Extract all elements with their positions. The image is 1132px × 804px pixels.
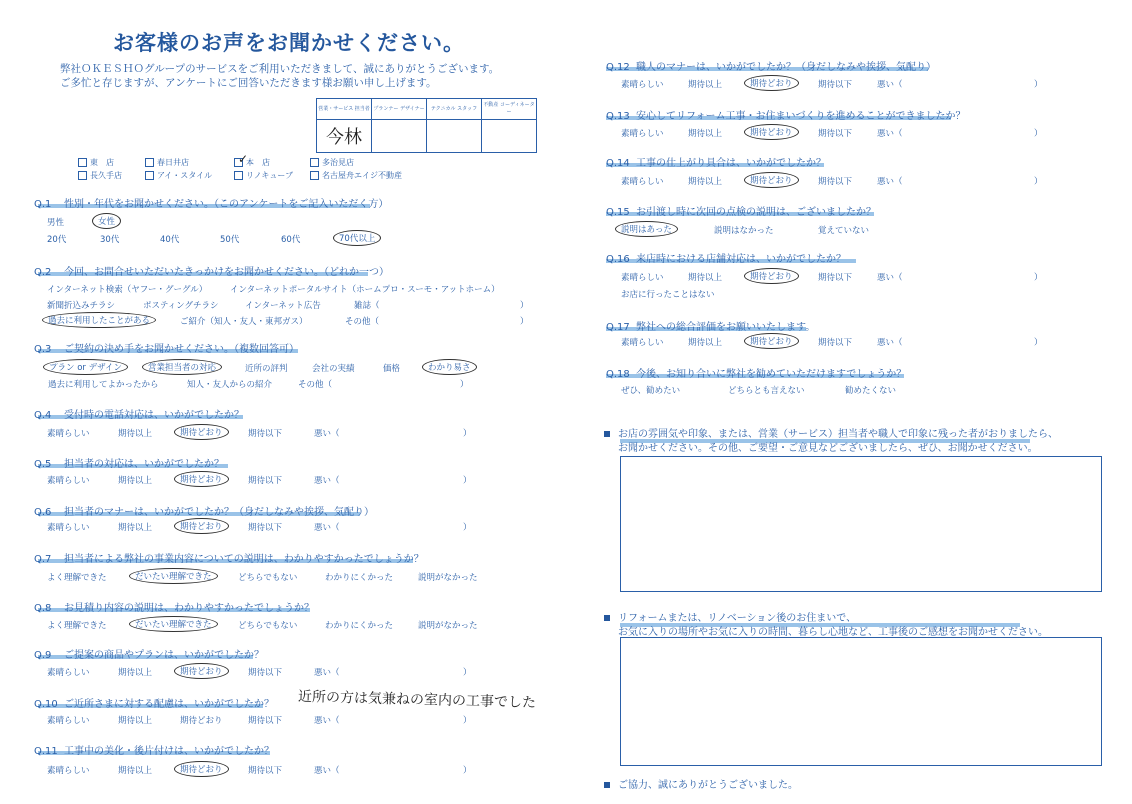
option[interactable]: 期待以上: [688, 338, 723, 348]
option[interactable]: 素晴らしい: [621, 273, 664, 283]
option-selected[interactable]: 期待どおり: [744, 172, 799, 188]
option-selected[interactable]: わかり易さ: [422, 359, 477, 375]
paren-close: ）: [463, 476, 472, 486]
option[interactable]: 雑誌（: [354, 301, 380, 311]
intro-line-1: 弊社ＯＫＥＳＨＯグループのサービスをご利用いただきまして、誠にありがとうございます。: [60, 63, 500, 75]
option[interactable]: 知人・友人からの紹介: [187, 380, 273, 390]
question-q12: Q.12 職人のマナーは、いかがでしたか？（身だしなみや挨拶、気配り）: [606, 62, 936, 73]
option[interactable]: 素晴らしい: [47, 668, 90, 678]
option-selected[interactable]: 説明はあった: [615, 221, 678, 237]
question-q2: Q.2 今回、お問合せいただいたきっかけをお聞かせください。（どれか一つ）: [34, 267, 389, 278]
option[interactable]: 期待以下: [248, 476, 283, 486]
question-q17: Q.17 弊社への総合評価をお願いいたします。: [606, 322, 816, 333]
question-q8: Q.8 お見積り内容の説明は、わかりやすかったでしょうか？: [34, 603, 314, 614]
option[interactable]: 勧めたくない: [845, 386, 897, 396]
staff-header-sales: 営業・サービス 担当者: [317, 99, 372, 120]
option[interactable]: 期待以上: [118, 476, 153, 486]
paren-close: ）: [463, 766, 472, 776]
option[interactable]: 期待以下: [818, 177, 853, 187]
handwritten-comment-q10: 近所の方は気兼ねの室内の工事でした: [297, 688, 537, 712]
page-title: お客様のお声をお聞かせください。: [113, 31, 465, 55]
store-checkbox[interactable]: 長久手店: [78, 170, 122, 181]
option[interactable]: 素晴らしい: [621, 338, 664, 348]
question-q11: Q.11 工事中の美化・後片付けは、いかがでしたか？: [34, 746, 274, 757]
option[interactable]: 説明はなかった: [714, 226, 774, 236]
option[interactable]: 男性: [47, 218, 65, 228]
option[interactable]: 悪い（: [877, 129, 903, 139]
staff-header-realestate: 不動産 コーディネーター: [482, 99, 537, 120]
paren-close: ）: [463, 523, 472, 533]
option[interactable]: 期待以下: [818, 80, 853, 90]
paren-close: ）: [460, 380, 469, 390]
option-selected[interactable]: 70代以上: [333, 230, 381, 246]
option[interactable]: 期待どおり: [180, 716, 223, 726]
option[interactable]: 価格: [383, 364, 401, 374]
store-checkbox[interactable]: 多治見店: [310, 157, 354, 168]
bullet-square-icon: [604, 782, 610, 788]
option-selected[interactable]: 期待どおり: [744, 333, 799, 349]
store-checkbox[interactable]: 本 店: [234, 157, 270, 168]
option[interactable]: 素晴らしい: [47, 766, 90, 776]
option-selected[interactable]: 期待どおり: [174, 761, 229, 777]
question-q3: Q.3 ご契約の決め手をお聞かせください。（複数回答可）: [34, 344, 299, 355]
question-q18: Q.18 今後、お知り合いに弊社を勧めていただけますでしょうか？: [606, 369, 907, 380]
option[interactable]: よく理解できた: [47, 573, 107, 583]
option[interactable]: ポスティングチラシ: [143, 301, 219, 311]
option[interactable]: 悪い（: [877, 338, 903, 348]
staff-header-planner: プランナー デザイナー: [372, 99, 427, 120]
question-q13: Q.13 安心してリフォーム工事・お住まいづくりを進めることができましたか？: [606, 111, 966, 122]
option[interactable]: 期待以下: [248, 523, 283, 533]
option[interactable]: どちらとも言えない: [728, 386, 805, 396]
option[interactable]: どちらでもない: [238, 621, 298, 631]
free-text-2-prompt: リフォームまたは、リノベーション後のお住まいで、 お気に入りの場所やお気に入りの時間、暮らし心地など、工事後のご感想をお聞かせください。: [604, 612, 1048, 640]
option[interactable]: お店に行ったことはない: [621, 290, 715, 300]
store-checkbox[interactable]: リノキューブ: [234, 170, 293, 181]
paren-close: ）: [1034, 80, 1043, 90]
option-selected[interactable]: だいたい理解できた: [129, 568, 218, 584]
option[interactable]: 60代: [281, 235, 301, 245]
option[interactable]: 期待以上: [118, 716, 153, 726]
store-checkbox[interactable]: 東 店: [78, 157, 114, 168]
option[interactable]: 素晴らしい: [621, 80, 664, 90]
option[interactable]: 期待以下: [818, 129, 853, 139]
option[interactable]: わかりにくかった: [325, 621, 394, 631]
staff-header-technical: テクニカル スタッフ: [427, 99, 482, 120]
option-selected[interactable]: 営業担当者の対応: [142, 359, 222, 375]
option[interactable]: 期待以下: [818, 273, 853, 283]
option[interactable]: 期待以上: [688, 273, 723, 283]
question-q16: Q.16 来店時における店舗対応は、いかがでしたか？: [606, 254, 846, 265]
option[interactable]: 期待以下: [248, 766, 283, 776]
paren-close: ）: [520, 317, 529, 327]
option[interactable]: 説明がなかった: [418, 573, 478, 583]
option[interactable]: 20代: [47, 235, 67, 245]
paren-close: ）: [1034, 129, 1043, 139]
option[interactable]: 悪い（: [314, 429, 340, 439]
option-selected[interactable]: 期待どおり: [744, 268, 799, 284]
option-selected[interactable]: だいたい理解できた: [129, 616, 218, 632]
store-checkbox[interactable]: 名古屋舟エイジ不動産: [310, 170, 402, 181]
option[interactable]: 過去に利用してよかったから: [48, 380, 159, 390]
option[interactable]: 悪い（: [877, 273, 903, 283]
paren-close: ）: [1034, 273, 1043, 283]
question-q1: Q.1 性別・年代をお聞かせください。（このアンケートをご記入いただく方）: [34, 199, 389, 210]
question-q7: Q.7 担当者による弊社の事業内容についての説明は、わかりやすかったでしょうか？: [34, 554, 424, 565]
option-selected[interactable]: 女性: [92, 213, 121, 229]
option-selected[interactable]: プラン or デザイン: [43, 359, 128, 375]
option[interactable]: 新聞折込みチラシ: [47, 301, 116, 311]
free-text-1-box[interactable]: [620, 456, 1102, 592]
paren-close: ）: [520, 301, 529, 311]
option[interactable]: 期待以下: [818, 338, 853, 348]
option[interactable]: 近所の評判: [245, 364, 288, 374]
option[interactable]: 悪い（: [314, 766, 340, 776]
option-selected[interactable]: 期待どおり: [174, 424, 229, 440]
staff-table: [316, 98, 537, 153]
option[interactable]: 期待以上: [688, 129, 723, 139]
free-text-2-box[interactable]: [620, 637, 1102, 766]
option[interactable]: わかりにくかった: [325, 573, 394, 583]
option-selected[interactable]: 期待どおり: [174, 663, 229, 679]
option[interactable]: 50代: [220, 235, 240, 245]
option[interactable]: 30代: [100, 235, 120, 245]
option[interactable]: 素晴らしい: [47, 476, 90, 486]
option[interactable]: 悪い（: [314, 476, 340, 486]
option[interactable]: どちらでもない: [238, 573, 298, 583]
option[interactable]: 期待以上: [118, 523, 153, 533]
option[interactable]: インターネット広告: [245, 301, 321, 311]
option[interactable]: よく理解できた: [47, 621, 107, 631]
option[interactable]: 素晴らしい: [47, 523, 90, 533]
option[interactable]: 悪い（: [314, 668, 340, 678]
option[interactable]: 期待以下: [248, 429, 283, 439]
option[interactable]: 素晴らしい: [47, 429, 90, 439]
question-q15: Q.15 お引渡し時に次回の点検の説明は、ございましたか？: [606, 207, 876, 218]
option[interactable]: 素晴らしい: [621, 129, 664, 139]
option[interactable]: その他（: [345, 317, 380, 327]
paren-close: ）: [1034, 338, 1043, 348]
option[interactable]: ぜひ、勧めたい: [621, 386, 681, 396]
option[interactable]: 期待以上: [688, 80, 723, 90]
option[interactable]: 素晴らしい: [621, 177, 664, 187]
option[interactable]: 期待以上: [688, 177, 723, 187]
thanks-message: ご協力、誠にありがとうございました。: [604, 776, 798, 791]
staff-value-realestate[interactable]: [482, 120, 537, 153]
option[interactable]: 説明がなかった: [418, 621, 478, 631]
option[interactable]: 期待以上: [118, 766, 153, 776]
option[interactable]: 期待以上: [118, 668, 153, 678]
free-text-1-prompt: お店の雰囲気や印象、または、営業（サービス）担当者や職人で印象に残った者がおりましたら、 お聞かせください。その他、ご要望・ご意見などございましたら、ぜひ、お聞かせください。: [604, 428, 1058, 456]
question-q9: Q.9 ご提案の商品やプランは、いかがでしたか？: [34, 650, 264, 661]
option[interactable]: 期待以下: [248, 668, 283, 678]
option[interactable]: 悪い（: [314, 716, 340, 726]
check-mark: ✓: [238, 152, 249, 166]
option[interactable]: 40代: [160, 235, 180, 245]
option[interactable]: 悪い（: [877, 177, 903, 187]
option[interactable]: インターネットポータルサイト（ホームプロ・スーモ・アットホーム）: [230, 285, 500, 295]
store-checkbox[interactable]: 春日井店: [145, 157, 189, 168]
store-checkbox[interactable]: アイ・スタイル: [145, 170, 212, 181]
option[interactable]: 会社の実績: [312, 364, 355, 374]
option-selected[interactable]: 期待どおり: [744, 124, 799, 140]
option[interactable]: 期待以下: [248, 716, 283, 726]
staff-value-technical[interactable]: [427, 120, 482, 153]
option-selected[interactable]: 期待どおり: [744, 75, 799, 91]
question-q6: Q.6 担当者のマナーは、いかがでしたか？（身だしなみや挨拶、気配り）: [34, 507, 374, 518]
bullet-square-icon: [604, 615, 610, 621]
option[interactable]: 覚えていない: [818, 226, 870, 236]
staff-value-sales[interactable]: 今林: [317, 120, 372, 153]
option[interactable]: その他（: [298, 380, 333, 390]
bullet-square-icon: [604, 431, 610, 437]
option[interactable]: 素晴らしい: [47, 716, 90, 726]
paren-close: ）: [463, 716, 472, 726]
option-selected[interactable]: 期待どおり: [174, 518, 229, 534]
intro-line-2: ご多忙と存じますが、アンケートにご回答いただきます様お願い申し上げます。: [60, 77, 437, 89]
option[interactable]: 悪い（: [877, 80, 903, 90]
option[interactable]: ご紹介（知人・友人・東邦ガス）: [180, 317, 308, 327]
option[interactable]: 期待以上: [118, 429, 153, 439]
option-selected[interactable]: 期待どおり: [174, 471, 229, 487]
paren-close: ）: [463, 668, 472, 678]
option-selected[interactable]: 過去に利用したことがある: [42, 312, 156, 328]
question-q14: Q.14 工事の仕上がり具合は、いかがでしたか？: [606, 158, 826, 169]
question-q4: Q.4 受付時の電話対応は、いかがでしたか？: [34, 410, 244, 421]
option[interactable]: 悪い（: [314, 523, 340, 533]
paren-close: ）: [1034, 177, 1043, 187]
paren-close: ）: [463, 429, 472, 439]
staff-value-planner[interactable]: [372, 120, 427, 153]
question-q5: Q.5 担当者の対応は、いかがでしたか？: [34, 459, 224, 470]
question-q10: Q.10 ご近所さまに対する配慮は、いかがでしたか？: [34, 699, 274, 710]
option[interactable]: インターネット検索（ヤフー・グーグル）: [47, 285, 208, 295]
